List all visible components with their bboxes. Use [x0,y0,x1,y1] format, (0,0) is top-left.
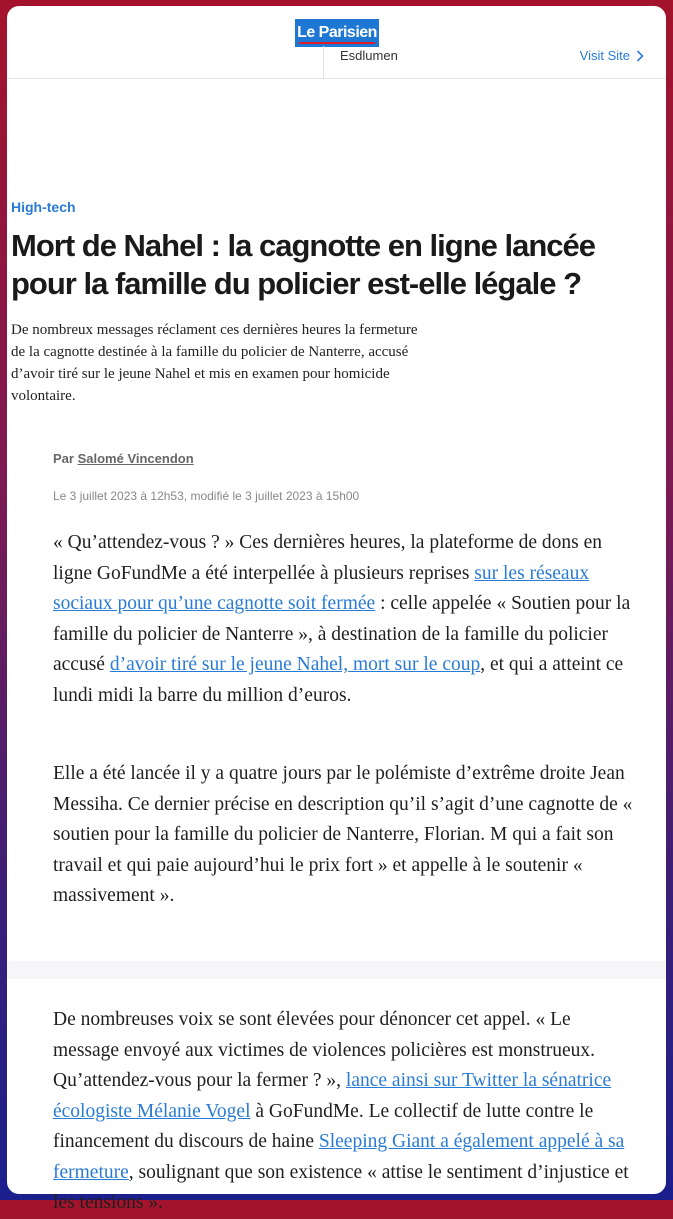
site-name: Esdlumen [340,48,398,63]
ad-separator [7,961,666,979]
author-link[interactable]: Salomé Vincendon [77,451,194,466]
byline-prefix: Par [53,451,74,466]
site-header [7,6,666,79]
header-divider [323,46,324,78]
article-lead: De nombreux messages réclament ces dernières heures la fermeture de la cagnotte destinée à la famille du policier de Nanterre, accusé d’avoir tiré sur le jeune Nahel et mis en examen pour homicide volontaire. [11,322,418,404]
browser-frame [7,6,666,1213]
paragraph-text: « Qu’attendez-vous ? » Ces dernières heures, la plateforme de dons en ligne GoFundMe a été interpellée à plusieurs reprises [53,532,603,584]
paragraph-text: : celle appelée « Soutien pour la famille du policier de Nanterre », à destination de la famille du policier accusé [53,593,631,675]
le-parisien-logo[interactable] [295,19,379,47]
chevron-right-icon [636,50,644,62]
paragraph-2: Elle a été lancée il y a quatre jours par le polémiste d’extrême droite Jean Messiha. Ce dernier précise en description qu’il s’agit d’une cagnotte de « soutien pour la famille du policier de Nanterre, Florian. M qui a fait son travail et qui paie aujourd’hui le prix fort » et appelle à le soutenir « massivement ». [53,763,633,906]
article-title: Mort de Nahel : la cagnotte en ligne lancée pour la famille du policier est-elle légale ? [11,228,596,301]
visit-site-label: Visit Site [579,48,630,63]
logo-text: Le Parisien [297,24,377,41]
byline [53,451,194,466]
visit-site-link[interactable] [580,48,644,63]
link-nahel-shot[interactable]: d’avoir tiré sur le jeune Nahel, mort sur le coup [109,654,481,675]
paragraph-1 [53,528,633,711]
link-sleeping-giant[interactable]: Sleeping Giant a également appelé à sa fermeture [53,1131,625,1183]
logo-underline [299,42,375,44]
paragraph-text: à GoFundMe. Le collectif de lutte contre le financement du discours de haine [53,1100,594,1152]
paragraph-text: , soulignant que son existence « attise le sentiment d’injustice et les tensions ». [53,1161,629,1213]
link-social-networks[interactable]: sur les réseaux sociaux pour qu’une cagnotte soit fermée [53,562,590,614]
publication-date: Le 3 juillet 2023 à 12h53, modifié le 3 juillet 2023 à 15h00 [53,489,360,503]
paragraph-text: , et qui a atteint ce lundi midi la barre du million d’euros. [53,654,624,706]
category-label[interactable]: High-tech [11,199,76,215]
paragraph-3 [53,1005,633,1219]
link-melanie-vogel[interactable]: lance ainsi sur Twitter la sénatrice écologiste Mélanie Vogel [53,1070,612,1122]
paragraph-text: De nombreuses voix se sont élevées pour dénoncer cet appel. « Le message envoyé aux victimes de violences policières est monstrueux. Qu’attendez-vous pour la fermer ? », [53,1009,596,1091]
